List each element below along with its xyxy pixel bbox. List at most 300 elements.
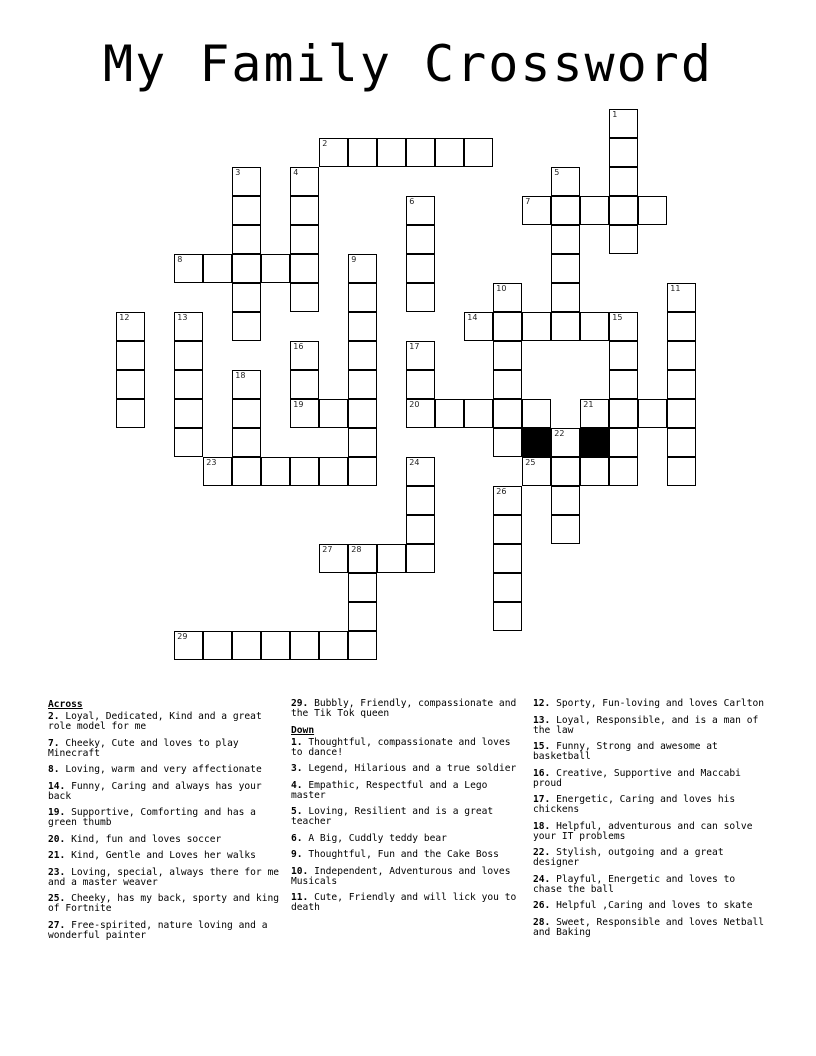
grid-cell[interactable] bbox=[232, 399, 261, 428]
cell-input[interactable] bbox=[291, 168, 318, 195]
cell-input[interactable] bbox=[668, 400, 695, 427]
cell-input[interactable] bbox=[407, 545, 434, 572]
cell-input[interactable] bbox=[610, 429, 637, 456]
clue-number: 26. bbox=[533, 900, 551, 911]
clue-number: 9. bbox=[291, 849, 303, 860]
cell-input[interactable] bbox=[291, 197, 318, 224]
clue-text: Loving, Resilient and is a great teacher bbox=[291, 806, 494, 827]
grid-cell[interactable] bbox=[493, 312, 522, 341]
cell-input[interactable] bbox=[378, 139, 405, 166]
clue-number: 6. bbox=[291, 832, 303, 844]
cell-input[interactable] bbox=[204, 458, 231, 485]
cell-input[interactable] bbox=[523, 400, 550, 427]
cell-input[interactable] bbox=[552, 487, 579, 514]
grid-cell[interactable] bbox=[319, 631, 348, 660]
clue-text: Thoughtful, compassionate and loves to dance! bbox=[291, 736, 511, 758]
grid-cell[interactable] bbox=[174, 341, 203, 370]
clue-text: Funny, Strong and awesome at basketball bbox=[533, 741, 718, 762]
grid-cell[interactable] bbox=[522, 196, 551, 225]
grid-cell[interactable] bbox=[580, 312, 609, 341]
cell-input[interactable] bbox=[436, 400, 463, 427]
cell-input[interactable] bbox=[494, 284, 521, 311]
cell-input[interactable] bbox=[610, 458, 637, 485]
cell-input[interactable] bbox=[552, 429, 579, 456]
clue-number: 29. bbox=[291, 698, 309, 709]
grid-cell[interactable] bbox=[348, 312, 377, 341]
grid-cell[interactable] bbox=[232, 225, 261, 254]
grid-cell[interactable] bbox=[203, 254, 232, 283]
grid-cell[interactable] bbox=[290, 167, 319, 196]
clue-item bbox=[533, 918, 769, 938]
grid-cell[interactable] bbox=[435, 138, 464, 167]
cell-input[interactable] bbox=[320, 632, 347, 659]
cell-input[interactable] bbox=[233, 632, 260, 659]
cell-input[interactable] bbox=[262, 632, 289, 659]
grid-cell[interactable] bbox=[348, 341, 377, 370]
clue-number: 24. bbox=[533, 873, 551, 885]
grid-cell[interactable] bbox=[116, 341, 145, 370]
grid-cell[interactable] bbox=[493, 544, 522, 573]
cell-input[interactable] bbox=[407, 284, 434, 311]
clue-number: 28. bbox=[533, 916, 551, 928]
clue-number: 4 bbox=[293, 168, 299, 178]
grid-cell[interactable] bbox=[406, 399, 435, 428]
grid-cell[interactable] bbox=[377, 138, 406, 167]
grid-cell[interactable] bbox=[551, 457, 580, 486]
grid-cell[interactable] bbox=[174, 399, 203, 428]
cell-input[interactable] bbox=[639, 400, 666, 427]
grid-cell[interactable] bbox=[348, 254, 377, 283]
clue-number: 3. bbox=[291, 763, 303, 774]
grid-cell[interactable] bbox=[174, 370, 203, 399]
cell-input[interactable] bbox=[552, 516, 579, 543]
clue-number: 17 bbox=[409, 342, 420, 352]
grid-cell[interactable] bbox=[435, 399, 464, 428]
cell-input[interactable] bbox=[494, 371, 521, 398]
grid-cell[interactable] bbox=[551, 167, 580, 196]
clue-item bbox=[291, 807, 527, 827]
cell-input[interactable] bbox=[581, 400, 608, 427]
cell-input[interactable] bbox=[349, 574, 376, 601]
grid-cell[interactable] bbox=[406, 341, 435, 370]
grid-cell[interactable] bbox=[261, 631, 290, 660]
grid-cell[interactable] bbox=[464, 138, 493, 167]
grid-cell[interactable] bbox=[522, 312, 551, 341]
clue-number: 23. bbox=[48, 866, 66, 878]
cell-input[interactable] bbox=[407, 487, 434, 514]
cell-input[interactable] bbox=[610, 139, 637, 166]
clue-item bbox=[291, 850, 527, 860]
grid-cell[interactable] bbox=[232, 167, 261, 196]
cell-input[interactable] bbox=[494, 342, 521, 369]
cell-input[interactable] bbox=[117, 371, 144, 398]
cell-input[interactable] bbox=[465, 313, 492, 340]
grid-cell[interactable] bbox=[551, 486, 580, 515]
cell-input[interactable] bbox=[523, 313, 550, 340]
grid-cell[interactable] bbox=[406, 370, 435, 399]
clue-number: 14 bbox=[467, 313, 478, 323]
clue-number: 3 bbox=[235, 168, 241, 178]
clue-item bbox=[533, 901, 769, 911]
black-cell bbox=[522, 428, 551, 457]
cell-input[interactable] bbox=[349, 255, 376, 282]
clue-item bbox=[291, 893, 527, 913]
grid-cell[interactable] bbox=[638, 399, 667, 428]
cell-input[interactable] bbox=[523, 197, 550, 224]
cell-input[interactable] bbox=[175, 632, 202, 659]
cell-input[interactable] bbox=[175, 342, 202, 369]
grid-cell[interactable] bbox=[377, 544, 406, 573]
cell-input[interactable] bbox=[465, 400, 492, 427]
grid-cell[interactable] bbox=[174, 254, 203, 283]
grid-cell[interactable] bbox=[348, 428, 377, 457]
grid-cell[interactable] bbox=[232, 283, 261, 312]
grid-cell[interactable] bbox=[580, 196, 609, 225]
grid-cell[interactable] bbox=[609, 138, 638, 167]
cell-input[interactable] bbox=[320, 400, 347, 427]
grid-cell[interactable] bbox=[609, 167, 638, 196]
grid-cell[interactable] bbox=[290, 457, 319, 486]
black-cell bbox=[580, 428, 609, 457]
grid-cell[interactable] bbox=[493, 602, 522, 631]
grid-cell[interactable] bbox=[667, 457, 696, 486]
clue-number: 27 bbox=[322, 545, 333, 555]
clue-text: Free-spirited, nature loving and a wonderful painter bbox=[48, 919, 268, 941]
cell-input[interactable] bbox=[349, 458, 376, 485]
grid-cell[interactable] bbox=[406, 486, 435, 515]
cell-input[interactable] bbox=[291, 400, 318, 427]
clue-number: 9 bbox=[351, 255, 357, 265]
cell-input[interactable] bbox=[494, 574, 521, 601]
cell-input[interactable] bbox=[233, 371, 260, 398]
cell-input[interactable] bbox=[610, 400, 637, 427]
cell-input[interactable] bbox=[639, 197, 666, 224]
grid-cell[interactable] bbox=[232, 428, 261, 457]
cell-input[interactable] bbox=[494, 313, 521, 340]
clue-number: 15. bbox=[533, 741, 551, 752]
cell-input[interactable] bbox=[610, 168, 637, 195]
cell-input[interactable] bbox=[175, 400, 202, 427]
cell-input[interactable] bbox=[349, 632, 376, 659]
cell-input[interactable] bbox=[581, 313, 608, 340]
grid-cell[interactable] bbox=[348, 370, 377, 399]
cell-input[interactable] bbox=[349, 313, 376, 340]
grid-cell[interactable] bbox=[348, 399, 377, 428]
cell-input[interactable] bbox=[233, 458, 260, 485]
cell-input[interactable] bbox=[291, 342, 318, 369]
clue-number: 21. bbox=[48, 850, 66, 861]
clue-item bbox=[48, 712, 284, 732]
grid-cell[interactable] bbox=[609, 225, 638, 254]
grid-cell[interactable] bbox=[609, 457, 638, 486]
grid-cell[interactable] bbox=[232, 312, 261, 341]
cell-input[interactable] bbox=[262, 458, 289, 485]
grid-cell[interactable] bbox=[406, 254, 435, 283]
clue-number: 14. bbox=[48, 780, 66, 792]
grid-cell[interactable] bbox=[464, 312, 493, 341]
cell-input[interactable] bbox=[291, 284, 318, 311]
grid-cell[interactable] bbox=[464, 399, 493, 428]
grid-cell[interactable] bbox=[116, 370, 145, 399]
grid-cell[interactable] bbox=[493, 486, 522, 515]
clue-item bbox=[48, 782, 284, 802]
grid-cell[interactable] bbox=[174, 312, 203, 341]
clue-item bbox=[48, 808, 284, 828]
grid-cell[interactable] bbox=[609, 428, 638, 457]
grid-cell[interactable] bbox=[232, 457, 261, 486]
cell-input[interactable] bbox=[291, 371, 318, 398]
clue-text: Sporty, Fun-loving and loves Carlton bbox=[550, 698, 765, 709]
cell-input[interactable] bbox=[407, 255, 434, 282]
cell-input[interactable] bbox=[668, 458, 695, 485]
cell-input[interactable] bbox=[233, 255, 260, 282]
grid-cell[interactable] bbox=[348, 602, 377, 631]
cell-input[interactable] bbox=[523, 458, 550, 485]
grid-cell[interactable] bbox=[406, 138, 435, 167]
cell-input[interactable] bbox=[494, 429, 521, 456]
grid-cell[interactable] bbox=[116, 312, 145, 341]
cell-input[interactable] bbox=[552, 168, 579, 195]
grid-cell[interactable] bbox=[319, 544, 348, 573]
grid-cell[interactable] bbox=[609, 399, 638, 428]
grid-cell[interactable] bbox=[290, 225, 319, 254]
grid-cell[interactable] bbox=[609, 312, 638, 341]
grid-cell[interactable] bbox=[290, 254, 319, 283]
cell-input[interactable] bbox=[117, 400, 144, 427]
cell-input[interactable] bbox=[668, 313, 695, 340]
cell-input[interactable] bbox=[407, 197, 434, 224]
cell-input[interactable] bbox=[233, 226, 260, 253]
clue-number: 10 bbox=[496, 284, 507, 294]
grid-cell[interactable] bbox=[667, 399, 696, 428]
cell-input[interactable] bbox=[610, 197, 637, 224]
grid-cell[interactable] bbox=[522, 399, 551, 428]
grid-cell[interactable] bbox=[609, 370, 638, 399]
grid-cell[interactable] bbox=[348, 283, 377, 312]
grid-cell[interactable] bbox=[290, 196, 319, 225]
grid-cell[interactable] bbox=[493, 341, 522, 370]
grid-cell[interactable] bbox=[667, 370, 696, 399]
cell-input[interactable] bbox=[117, 342, 144, 369]
cell-input[interactable] bbox=[320, 139, 347, 166]
grid-cell[interactable] bbox=[551, 254, 580, 283]
grid-cell[interactable] bbox=[319, 138, 348, 167]
grid-cell[interactable] bbox=[609, 341, 638, 370]
cell-input[interactable] bbox=[494, 516, 521, 543]
cell-input[interactable] bbox=[233, 284, 260, 311]
grid-cell[interactable] bbox=[580, 457, 609, 486]
clue-number: 10. bbox=[291, 865, 309, 877]
cell-input[interactable] bbox=[436, 139, 463, 166]
grid-cell[interactable] bbox=[522, 457, 551, 486]
cell-input[interactable] bbox=[407, 400, 434, 427]
grid-cell[interactable] bbox=[348, 457, 377, 486]
clue-text: Kind, fun and loves soccer bbox=[65, 833, 222, 845]
grid-cell[interactable] bbox=[551, 225, 580, 254]
clue-text: Legend, Hilarious and a true soldier bbox=[302, 763, 517, 774]
grid-cell[interactable] bbox=[174, 428, 203, 457]
clue-number: 6 bbox=[409, 197, 415, 207]
cell-input[interactable] bbox=[349, 371, 376, 398]
cell-input[interactable] bbox=[407, 516, 434, 543]
grid-cell[interactable] bbox=[290, 370, 319, 399]
grid-cell[interactable] bbox=[493, 428, 522, 457]
clue-text: Playful, Energetic and loves to chase the ball bbox=[533, 873, 736, 895]
clue-number: 5 bbox=[554, 168, 560, 178]
clue-text: Energetic, Caring and loves his chickens bbox=[533, 794, 736, 815]
cell-input[interactable] bbox=[349, 139, 376, 166]
grid-cell[interactable] bbox=[667, 312, 696, 341]
cell-input[interactable] bbox=[117, 313, 144, 340]
grid-cell[interactable] bbox=[203, 631, 232, 660]
cell-input[interactable] bbox=[552, 284, 579, 311]
cell-input[interactable] bbox=[204, 255, 231, 282]
grid-cell[interactable] bbox=[319, 457, 348, 486]
grid-cell[interactable] bbox=[406, 196, 435, 225]
cell-input[interactable] bbox=[291, 632, 318, 659]
cell-input[interactable] bbox=[407, 139, 434, 166]
cell-input[interactable] bbox=[465, 139, 492, 166]
cell-input[interactable] bbox=[233, 168, 260, 195]
grid-cell[interactable] bbox=[348, 138, 377, 167]
grid-cell[interactable] bbox=[493, 573, 522, 602]
cell-input[interactable] bbox=[552, 255, 579, 282]
cell-input[interactable] bbox=[262, 255, 289, 282]
cell-input[interactable] bbox=[233, 429, 260, 456]
cell-input[interactable] bbox=[668, 284, 695, 311]
grid-cell[interactable] bbox=[290, 283, 319, 312]
cell-input[interactable] bbox=[291, 458, 318, 485]
cell-input[interactable] bbox=[349, 342, 376, 369]
cell-input[interactable] bbox=[610, 371, 637, 398]
cell-input[interactable] bbox=[175, 429, 202, 456]
cell-input[interactable] bbox=[320, 458, 347, 485]
cell-input[interactable] bbox=[407, 371, 434, 398]
clue-item bbox=[291, 764, 527, 774]
cell-input[interactable] bbox=[320, 545, 347, 572]
grid-cell[interactable] bbox=[638, 196, 667, 225]
grid-cell[interactable] bbox=[551, 196, 580, 225]
cell-input[interactable] bbox=[175, 255, 202, 282]
grid-cell[interactable] bbox=[667, 341, 696, 370]
cell-input[interactable] bbox=[494, 545, 521, 572]
clue-item bbox=[291, 867, 527, 887]
cell-input[interactable] bbox=[378, 545, 405, 572]
cell-input[interactable] bbox=[407, 342, 434, 369]
grid-cell[interactable] bbox=[667, 283, 696, 312]
cell-input[interactable] bbox=[552, 226, 579, 253]
grid-cell[interactable] bbox=[232, 370, 261, 399]
clue-item bbox=[533, 822, 769, 842]
grid-cell[interactable] bbox=[493, 515, 522, 544]
grid-cell[interactable] bbox=[116, 399, 145, 428]
grid-cell[interactable] bbox=[232, 631, 261, 660]
cell-input[interactable] bbox=[552, 458, 579, 485]
grid-cell[interactable] bbox=[580, 399, 609, 428]
cell-input[interactable] bbox=[233, 197, 260, 224]
cell-input[interactable] bbox=[291, 226, 318, 253]
cell-input[interactable] bbox=[233, 313, 260, 340]
clue-number: 26 bbox=[496, 487, 507, 497]
grid-cell[interactable] bbox=[609, 109, 638, 138]
grid-cell[interactable] bbox=[174, 631, 203, 660]
cell-input[interactable] bbox=[494, 487, 521, 514]
cell-input[interactable] bbox=[407, 226, 434, 253]
cell-input[interactable] bbox=[407, 458, 434, 485]
grid-cell[interactable] bbox=[290, 631, 319, 660]
grid-cell[interactable] bbox=[493, 283, 522, 312]
clue-number: 7. bbox=[48, 737, 60, 749]
cell-input[interactable] bbox=[610, 226, 637, 253]
grid-cell[interactable] bbox=[261, 254, 290, 283]
grid-cell[interactable] bbox=[406, 515, 435, 544]
cell-input[interactable] bbox=[610, 110, 637, 137]
grid-cell[interactable] bbox=[406, 225, 435, 254]
cell-input[interactable] bbox=[668, 371, 695, 398]
grid-cell[interactable] bbox=[493, 399, 522, 428]
grid-cell[interactable] bbox=[551, 428, 580, 457]
cell-input[interactable] bbox=[349, 284, 376, 311]
clue-number: 8. bbox=[48, 764, 60, 775]
grid-cell[interactable] bbox=[348, 573, 377, 602]
grid-cell[interactable] bbox=[609, 196, 638, 225]
grid-cell[interactable] bbox=[667, 428, 696, 457]
grid-cell[interactable] bbox=[493, 370, 522, 399]
cell-input[interactable] bbox=[349, 429, 376, 456]
cell-input[interactable] bbox=[552, 197, 579, 224]
grid-cell[interactable] bbox=[290, 399, 319, 428]
grid-cell[interactable] bbox=[261, 457, 290, 486]
clue-number: 1. bbox=[291, 736, 303, 748]
clue-item bbox=[48, 739, 284, 759]
cell-input[interactable] bbox=[349, 545, 376, 572]
grid-cell[interactable] bbox=[203, 457, 232, 486]
grid-cell[interactable] bbox=[406, 544, 435, 573]
cell-input[interactable] bbox=[552, 313, 579, 340]
cell-input[interactable] bbox=[349, 400, 376, 427]
cell-input[interactable] bbox=[610, 313, 637, 340]
grid-cell[interactable] bbox=[551, 515, 580, 544]
cell-input[interactable] bbox=[494, 603, 521, 630]
cell-input[interactable] bbox=[175, 371, 202, 398]
clue-item bbox=[48, 765, 284, 775]
cell-input[interactable] bbox=[175, 313, 202, 340]
grid-cell[interactable] bbox=[406, 283, 435, 312]
cell-input[interactable] bbox=[291, 255, 318, 282]
grid-cell[interactable] bbox=[232, 196, 261, 225]
clue-text: Loyal, Dedicated, Kind and a great role model for me bbox=[48, 711, 262, 732]
cell-input[interactable] bbox=[349, 603, 376, 630]
grid-cell[interactable] bbox=[232, 254, 261, 283]
grid-cell[interactable] bbox=[551, 283, 580, 312]
cell-input[interactable] bbox=[610, 342, 637, 369]
grid-cell[interactable] bbox=[348, 631, 377, 660]
clue-number: 12 bbox=[119, 313, 130, 323]
cell-input[interactable] bbox=[668, 342, 695, 369]
grid-cell[interactable] bbox=[290, 341, 319, 370]
cell-input[interactable] bbox=[668, 429, 695, 456]
clue-item bbox=[48, 894, 284, 914]
cell-input[interactable] bbox=[233, 400, 260, 427]
cell-input[interactable] bbox=[581, 458, 608, 485]
grid-cell[interactable] bbox=[319, 399, 348, 428]
cell-input[interactable] bbox=[494, 400, 521, 427]
cell-input[interactable] bbox=[581, 197, 608, 224]
grid-cell[interactable] bbox=[551, 312, 580, 341]
grid-cell[interactable] bbox=[406, 457, 435, 486]
cell-input[interactable] bbox=[204, 632, 231, 659]
grid-cell[interactable] bbox=[348, 544, 377, 573]
